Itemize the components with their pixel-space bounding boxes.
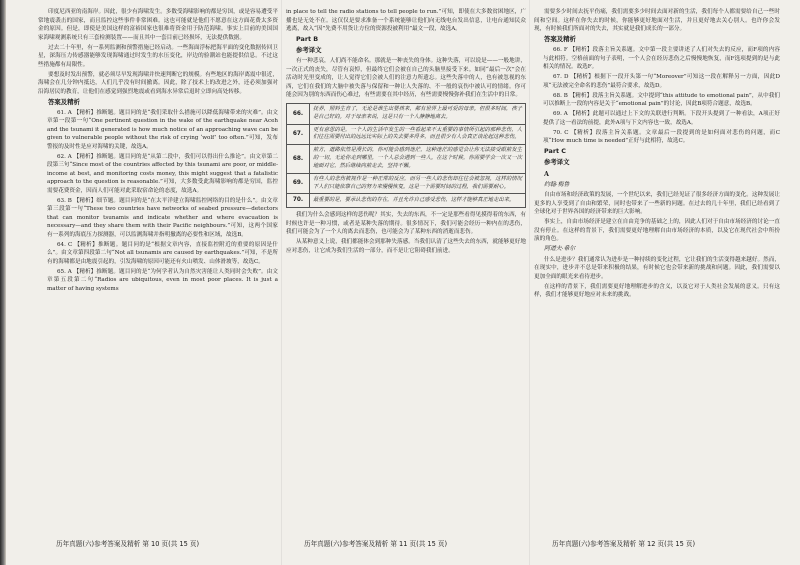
answer-item-62: 62. A 【精析】推断题。题目问的是“从第二段中，我们可以得出什么推论”。由文章第二段第三句“Since most of the countries affected by this tsunami are poor, or middle-income at best, and monitoring costs money, this might suggest that a fatalistic approach to the question is reasonable.”可知，大多数受此海啸影响的都是穷国，监控需要花费资金，因而人们可能对此采取宿命论的态度，故选A。 bbox=[47, 153, 278, 194]
column-divider bbox=[281, 0, 282, 565]
table-row bbox=[287, 194, 526, 208]
paragraph: 印度尼西亚的南海岸。因此，很少有海啸发生。多数受海啸影响的都是穷国，或是容易遭受平常地震袭击的国家，而且监控这些事件非常困难。这也可能就是他们不愿意在这方面花费太多资金的原因。但是，即使是美国这样的富裕国家也很难将资金用于防范海啸。事实上目前的美国国家海啸观测系统只有三套检测装置——而且其中一套目前已经损坏，无法提供数据。 bbox=[38, 9, 278, 41]
row-number: 68. bbox=[287, 145, 310, 173]
row-number: 66. bbox=[287, 103, 310, 124]
paragraph: 需要多少时间去抚平伤痛，我们需要多少时间去面对新的生活，我们每个人都需要给自己一些时间和空间。这样在你失去的时候，你能够更好地面对生活，并且更好地去关心别人。也许你会发现，有时候我们所面对的失去，其实就是我们成长的一部分。 bbox=[534, 9, 780, 32]
row-text: 更有意思的是，一个人的生活中发生的一些看起来不太重要的事情所引起的那种悲伤，人们往往需要付出的远远比实际上的失去要多得多，而且很少有人会真正谈论起这种悲伤。 bbox=[310, 124, 526, 145]
column-page-12 bbox=[534, 8, 780, 528]
answer-item-70: 70. C 【精析】段落主旨关系题。文章最后一段提到的是如何面对悲伤的问题，而C项“How much time is needed”正好与此相符，故选C。 bbox=[543, 129, 780, 145]
row-text: 最重要的是，要承认悲伤的存在，并且允许自己感受悲伤，这样才能够真正地走出来。 bbox=[310, 194, 526, 208]
section-b-title: 阿道夫·希尔 bbox=[544, 246, 576, 253]
row-text: 前方，道路依然是漫长的，你可能会感到迷茫，这种迷茫的感觉会让你无法接受眼前发生的一切。无论你走到哪里，一个人总会遇到一些人。在这个时候，你需要学会一次又一次地面对它，然后继续向前走去，坚持不懈。 bbox=[310, 145, 526, 173]
table-row bbox=[287, 124, 526, 145]
paragraph: in place to tell the radio stations to tell people to run.”可知，即使在大多数贫困地区，广播也是无处不在。这仅仅是要求准备一个系统能够让他们向无线电台发出信息，让电台通知民众逃离，故入“因”先费不用货让方位的资源投被利用”最文一段，故选A。 bbox=[286, 9, 526, 32]
paragraph: 自由市场和经济政策的发展，一个世纪以来，我们已经见证了很多经济方面的变化。这种发展让更多的人享受到了自由和繁荣，同时也带来了一些新的问题。在过去的几十年里，我们已经看到了全球化对于世界各国的经济带来的巨大影响。 bbox=[534, 192, 780, 216]
row-number: 67. bbox=[287, 124, 310, 145]
row-number: 69. bbox=[287, 173, 310, 194]
paragraph: 在这样的背景下，我们需要更好地理解进步的含义，以及它对于人类社会发展的意义。只有这样，我们才能够更好地应对未来的挑战。 bbox=[534, 283, 780, 299]
table-row bbox=[287, 145, 526, 173]
paragraph: 事实上，自由市场经济是建立在自由竞争的基础之上的，因此人们对于自由市场经济的讨论一直没有停止。在这样的背景下，我们需要更好地理解自由市场经济的本质，以及它在现代社会中所扮演的角色。 bbox=[534, 219, 780, 243]
answer-section-heading: 答案及精析 bbox=[544, 35, 576, 43]
page-footer-12: 历年真题(六)参考答案及精析 第 12 页(共 15 页) bbox=[552, 540, 696, 548]
page-footer-11: 历年真题(六)参考答案及精析 第 11 页(共 15 页) bbox=[304, 540, 448, 548]
column-page-10 bbox=[38, 8, 278, 528]
answer-section-heading: 答案及精析 bbox=[48, 97, 80, 106]
section-a-label: A bbox=[544, 169, 549, 178]
answer-item-68: 68. B 【精析】段落主旨关系题。文中提到“this attitude to emotional pain”，从中我们可以推断上一段的内容是关于“emotional pain”的讨论，因此B项符合题意，故选B。 bbox=[543, 92, 780, 108]
answer-item-66: 66. F 【精析】段落主旨关系题。文中第一段主要讲述了人们对失去的反应，而F项的内容与此相符。空格前面的句子表明，一个人会在经历悲伤之后慢慢地恢复，而F选项提到的是与此相关的情况。故选F。 bbox=[543, 47, 780, 71]
reference-translation-heading: 参考译文 bbox=[544, 158, 570, 167]
reference-translation-heading: 参考译文 bbox=[296, 46, 322, 55]
section-a-title: 约翰·梅鲁 bbox=[544, 181, 570, 188]
part-b-heading: Part B bbox=[296, 35, 319, 43]
paragraph: 有一种悲哀，人们尚不能命名。那就是一种丧失的身体。这种失落，可以说是——一般地讲，一次正式的丧失，尽管有哀悼，但最终它们会被在自己的头脑里接受下来。如同“最后一次”会在活动时光里变成的，让人觉得它们会被人们的注意力所遗忘。这些失落中的人，也有被忽视的东西，它们在我们的大脑中被失落与保留和一种让人失落的、不一般的哀伤中被认可的情绪。你可能会因为别的东西而伤心难过，有些需要在其中经历，有些需要慢慢弥补我们在生活中的日常。 bbox=[286, 58, 526, 99]
paragraph: 要想及时发出预警，就必须尽早发现海啸并快速判断它的规模。有些地区的海岸离震中很近，海啸会在几分钟内抵达，人们几乎没有时间撤离。因此，除了技术上的改进之外，还必须加强对沿海居民的教育，让他们在感觉到强烈地震或看到海水异常后退时立即向高处转移。 bbox=[38, 71, 278, 95]
row-text: 有些人的悲伤被视作是一种正常的反应，而另一些人的悲伤却往往会被忽视，这样的情况下人们只能依靠自己的努力来慢慢恢复。这是一个需要时间的过程，我们需要耐心。 bbox=[310, 173, 526, 194]
answer-item-65: 65. A 【精析】推断题。题目问的是“为何学者认为自然灾害能让人类同时会失败”。由文章第五段第二句“Radios are ubiquitous, even in most poor places. It is just a matter of having systems bbox=[47, 268, 278, 292]
paragraph: 我们为什么会感到这样的悲伤呢？其实，失去的东西，不一定是那些看得见摸得着的东西，有时候也许是一种习惯，或者是某种失落的期待。很多情况下，我们可能会经历一种内在的悲伤，我们可能会为了一个人的离去而悲伤，也可能会为了某种东西的消逝而悲伤。 bbox=[286, 212, 526, 235]
column-page-11 bbox=[286, 8, 526, 528]
column-divider bbox=[529, 0, 530, 565]
row-number: 70. bbox=[287, 194, 310, 208]
answer-item-64: 64. C 【精析】推断题。题目问的是“根据文章内容，直接监控附近的重要的原因是什么”。由文章第四段第二句“Not all tsunamis are caused by earthquakes.”可知，不是所有的海啸都是由地震引起的，引发海啸的原因可能还有火山喷发、山体滑坡等，故选C。 bbox=[47, 241, 278, 265]
answer-item-67: 67. D 【精析】根据下一段开头第一句“Moreover”可知这一段在解释另一方面，因此D项“无法被完全命名的悲伤”最符合要求，故选D。 bbox=[543, 74, 780, 89]
answer-item-69: 69. A 【精析】此题可以通过上下文的关联进行判断。下段开头提到了一种看法，A项正好提供了这一看法的前提，此外A项与下文内容也一致，故选A。 bbox=[543, 111, 780, 126]
table-row bbox=[287, 103, 526, 124]
row-text: 抚养，照料生育了，无论是谁生出婴孩来，都有世界上最可爱的母亲。但很多时间，孩子是自己好的。对于母亲来说，这是只有一个人静静地离去。 bbox=[310, 103, 526, 124]
answer-item-63: 63. B 【精析】细节题。题目问的是“在太平洋建立海啸监控网络的目的是什么”。由文章第三段第一句“These two countries have networks of seabed pressure—detectors that can monitor tsunamis and indicate whether and where evacuation is necessary—and they share them with their Pacific neighbours.”可知，这两个国家有一系列的海底压力探测器，可以监测海啸并指明撤离的必要性和区域，故选B。 bbox=[47, 197, 278, 238]
paragraph: 什么是进步？我们通常认为进步是一种持续的变化过程，它让我们的生活变得越来越好。然而，在现实中，进步并不总是带来积极的结果，有时候它也会带来新的挑战和问题。因此，我们需要以更加全面的眼光来看待进步。 bbox=[534, 256, 780, 280]
translation-table bbox=[286, 103, 526, 208]
page-footer-10: 历年真题(六)参考答案及精析 第 10 页(共 15 页) bbox=[56, 540, 200, 548]
table-row bbox=[287, 173, 526, 194]
paragraph: 过去二十年里，有一系列监测和预警措施已经启动。一些海面浮标把海平面的变化数据传回卫星，深海压力传感器能够发现海啸通过时发生的水压变化，岸边的验潮站也能提供信息。不过这些措施都有局限性。 bbox=[38, 44, 278, 68]
part-c-heading: Part C bbox=[544, 147, 566, 156]
answer-item-61: 61. A 【精析】推断题。题目问的是“我们采取什么措施可以降低海啸带来的灾难”。由文章第一段第一句“One pertinent question in the wake of the earthquake near Aceh and the tsunami it generated is how much notice of an approaching wave can be given to vulnerable people without the risk of crying ‘wolf’ too often.”可知，发布警报的及时性是应对海啸的关键，故选A。 bbox=[47, 109, 278, 150]
paragraph: 从某种意义上说，我们都能体会到那种失落感。当我们认清了这些失去的东西，就能够更好地应对悲伤，让它成为我们生活的一部分，而不是让它阻碍我们前进。 bbox=[286, 239, 526, 254]
book-binding bbox=[0, 0, 6, 565]
